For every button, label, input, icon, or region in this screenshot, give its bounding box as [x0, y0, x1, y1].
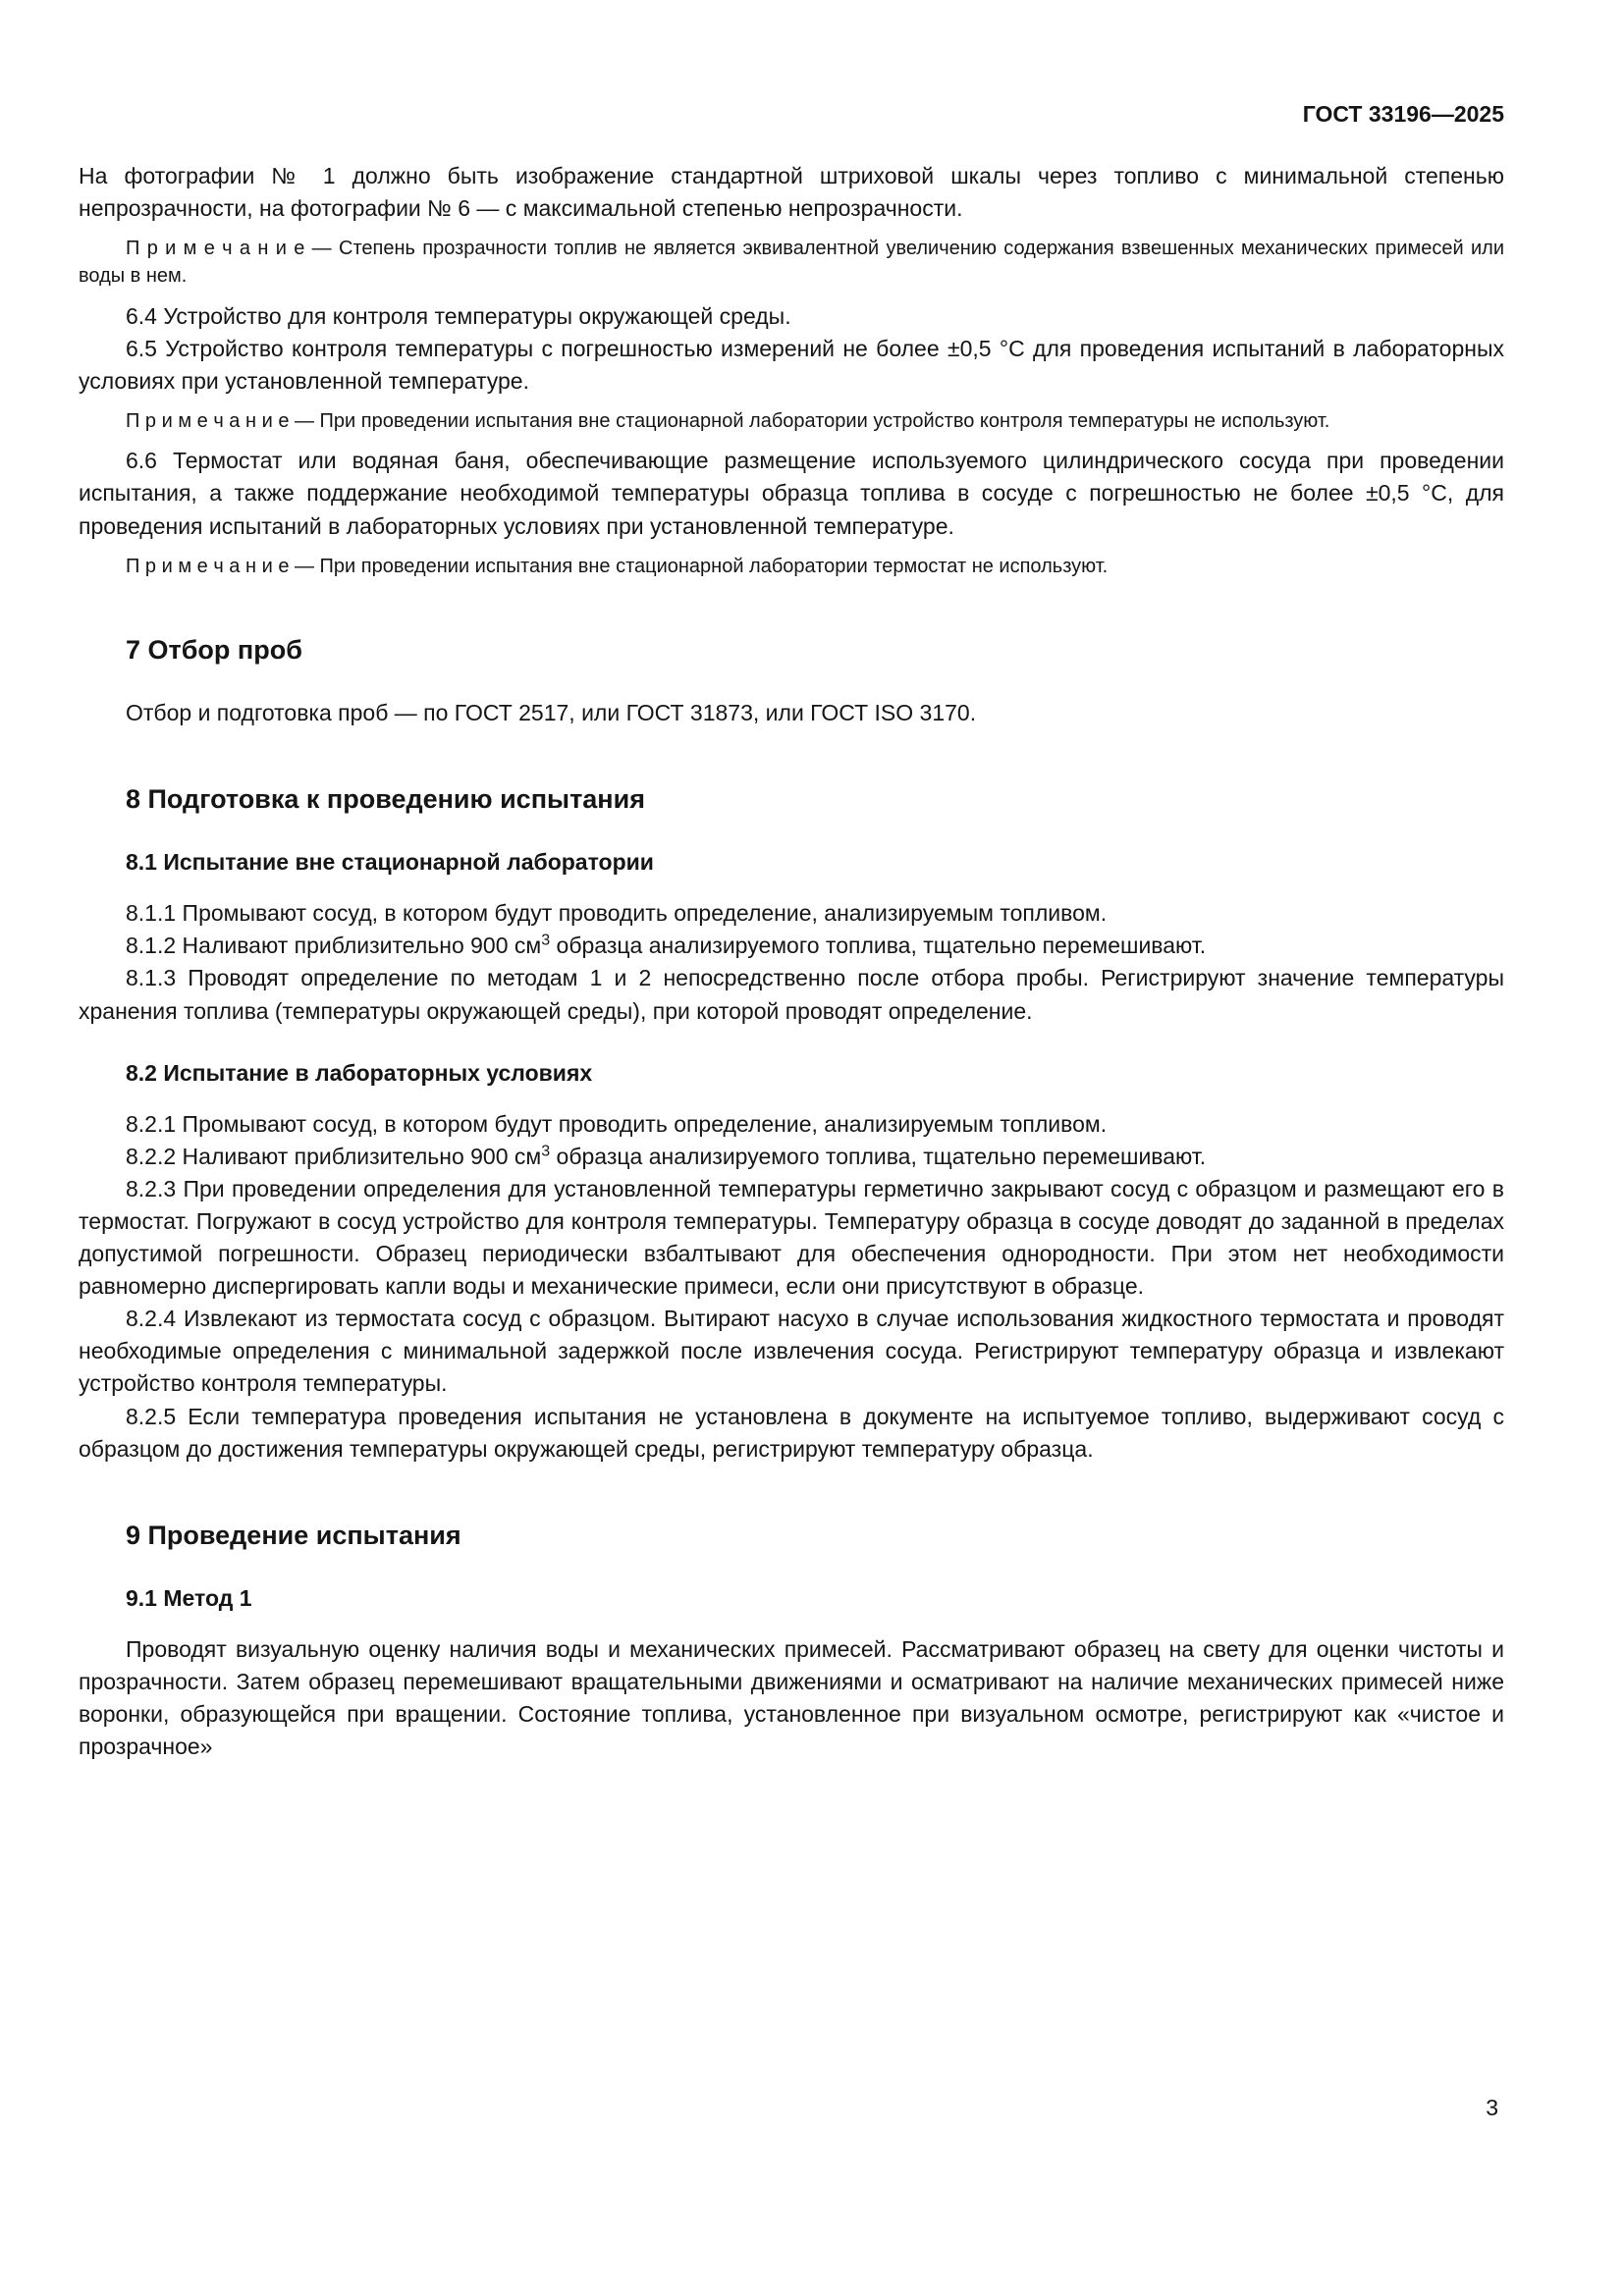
superscript: 3 [541, 931, 551, 949]
section-heading-9: 9 Проведение испытания [126, 1520, 461, 1550]
paragraph-text: 8.2.2 Наливают приблизительно 900 см [126, 1143, 542, 1169]
paragraph-text: образца анализируемого топлива, тщательно перемешивают. [550, 1143, 1207, 1169]
paragraph-text: образца анализируемого топлива, тщательно перемешивают. [550, 933, 1207, 959]
paragraph: 6.4 Устройство для контроля температуры окружающей среды. [126, 302, 791, 329]
subsection-heading-8-2: 8.2 Испытание в лабораторных условиях [126, 1059, 593, 1086]
page-number: 3 [1486, 2095, 1498, 2120]
paragraph [79, 930, 1504, 962]
section-heading-8: 8 Подготовка к проведению испытания [126, 784, 645, 815]
note-paragraph: П р и м е ч а н и е — Степень прозрачности топлив не является эквивалентной увеличению содержания взвешенных механических примесей или воды в нем. [79, 237, 1504, 288]
paragraph: 6.6 Термостат или водяная баня, обеспечивающие размещение используемого цилиндрического сосуда при проведении испытания, а также поддержание необходимой температуры образца топлива в сосуде с погрешностью не более ±0,5 °С, для проведения испытаний в лабораторных условиях при установленной температуре. [79, 448, 1504, 539]
paragraph-text: 8.1.2 Наливают приблизительно 900 см [126, 933, 542, 959]
paragraph: 8.1.3 Проводят определение по методам 1 и 2 непосредственно после отбора пробы. Регистрируют значение температуры хранения топлива (температуры окружающей среды), при которой проводят определение. [79, 965, 1504, 1024]
paragraph: На фотографии № 1 должно быть изображение стандартной штриховой шкалы через топливо с минимальной степенью непрозрачности, на фотографии № 6 — с максимальной степенью непрозрачности. [79, 162, 1504, 221]
note-paragraph: П р и м е ч а н и е — При проведении испытания вне стационарной лаборатории термостат не используют. [126, 555, 1109, 577]
paragraph [79, 1141, 1504, 1173]
note-paragraph: П р и м е ч а н и е — При проведении испытания вне стационарной лаборатории устройство контроля температуры не используют. [126, 409, 1330, 432]
superscript: 3 [541, 1142, 551, 1159]
paragraph: 8.2.4 Извлекают из термостата сосуд с образцом. Вытирают насухо в случае использования жидкостного термостата и проводят необходимые определения с минимальной задержкой после извлечения сосуда. Регистрируют температуру образца и извлекают устройство контроля температуры. [79, 1306, 1504, 1397]
paragraph: 8.2.3 При проведении определения для установленной температуры герметично закрывают сосуд с образцом и размещают его в термостат. Погружают в сосуд устройство для контроля температуры. Температуру образца в сосуде доводят до заданной в пределах допустимой погрешности. Образец периодически взбалтывают для обеспечения однородности. При этом нет необходимости равномерно диспергировать капли воды и механические примеси, если они присутствуют в образце. [79, 1175, 1504, 1300]
paragraph: 6.5 Устройство контроля температуры с погрешностью измерений не более ±0,5 °С для проведения испытаний в лабораторных условиях при установленной температуре. [79, 335, 1504, 394]
document-header-standard-number: ГОСТ 33196—2025 [1302, 101, 1504, 127]
paragraph: 8.1.1 Промывают сосуд, в котором будут проводить определение, анализируемым топливом. [126, 900, 1108, 927]
subsection-heading-9-1: 9.1 Метод 1 [126, 1584, 252, 1611]
document-content [79, 101, 1504, 1763]
paragraph: Проводят визуальную оценку наличия воды и механических примесей. Рассматривают образец на свету для оценки чистоты и прозрачности. Затем образец перемешивают вращательными движениями и осматривают на наличие механических примесей ниже воронки, образующейся при вращении. Состояние топлива, установленное при визуальном осмотре, регистрируют как «чистое и прозрачное» [79, 1635, 1504, 1760]
paragraph: 8.2.1 Промывают сосуд, в котором будут проводить определение, анализируемым топливом. [126, 1110, 1108, 1137]
paragraph: Отбор и подготовка проб — по ГОСТ 2517, или ГОСТ 31873, или ГОСТ ISO 3170. [126, 700, 977, 726]
section-heading-7: 7 Отбор проб [126, 635, 302, 666]
paragraph: 8.2.5 Если температура проведения испытания не установлена в документе на испытуемое топливо, выдерживают сосуд с образцом до достижения температуры окружающей среды, регистрируют температуру образца. [79, 1403, 1504, 1462]
subsection-heading-8-1: 8.1 Испытание вне стационарной лаборатории [126, 849, 654, 876]
